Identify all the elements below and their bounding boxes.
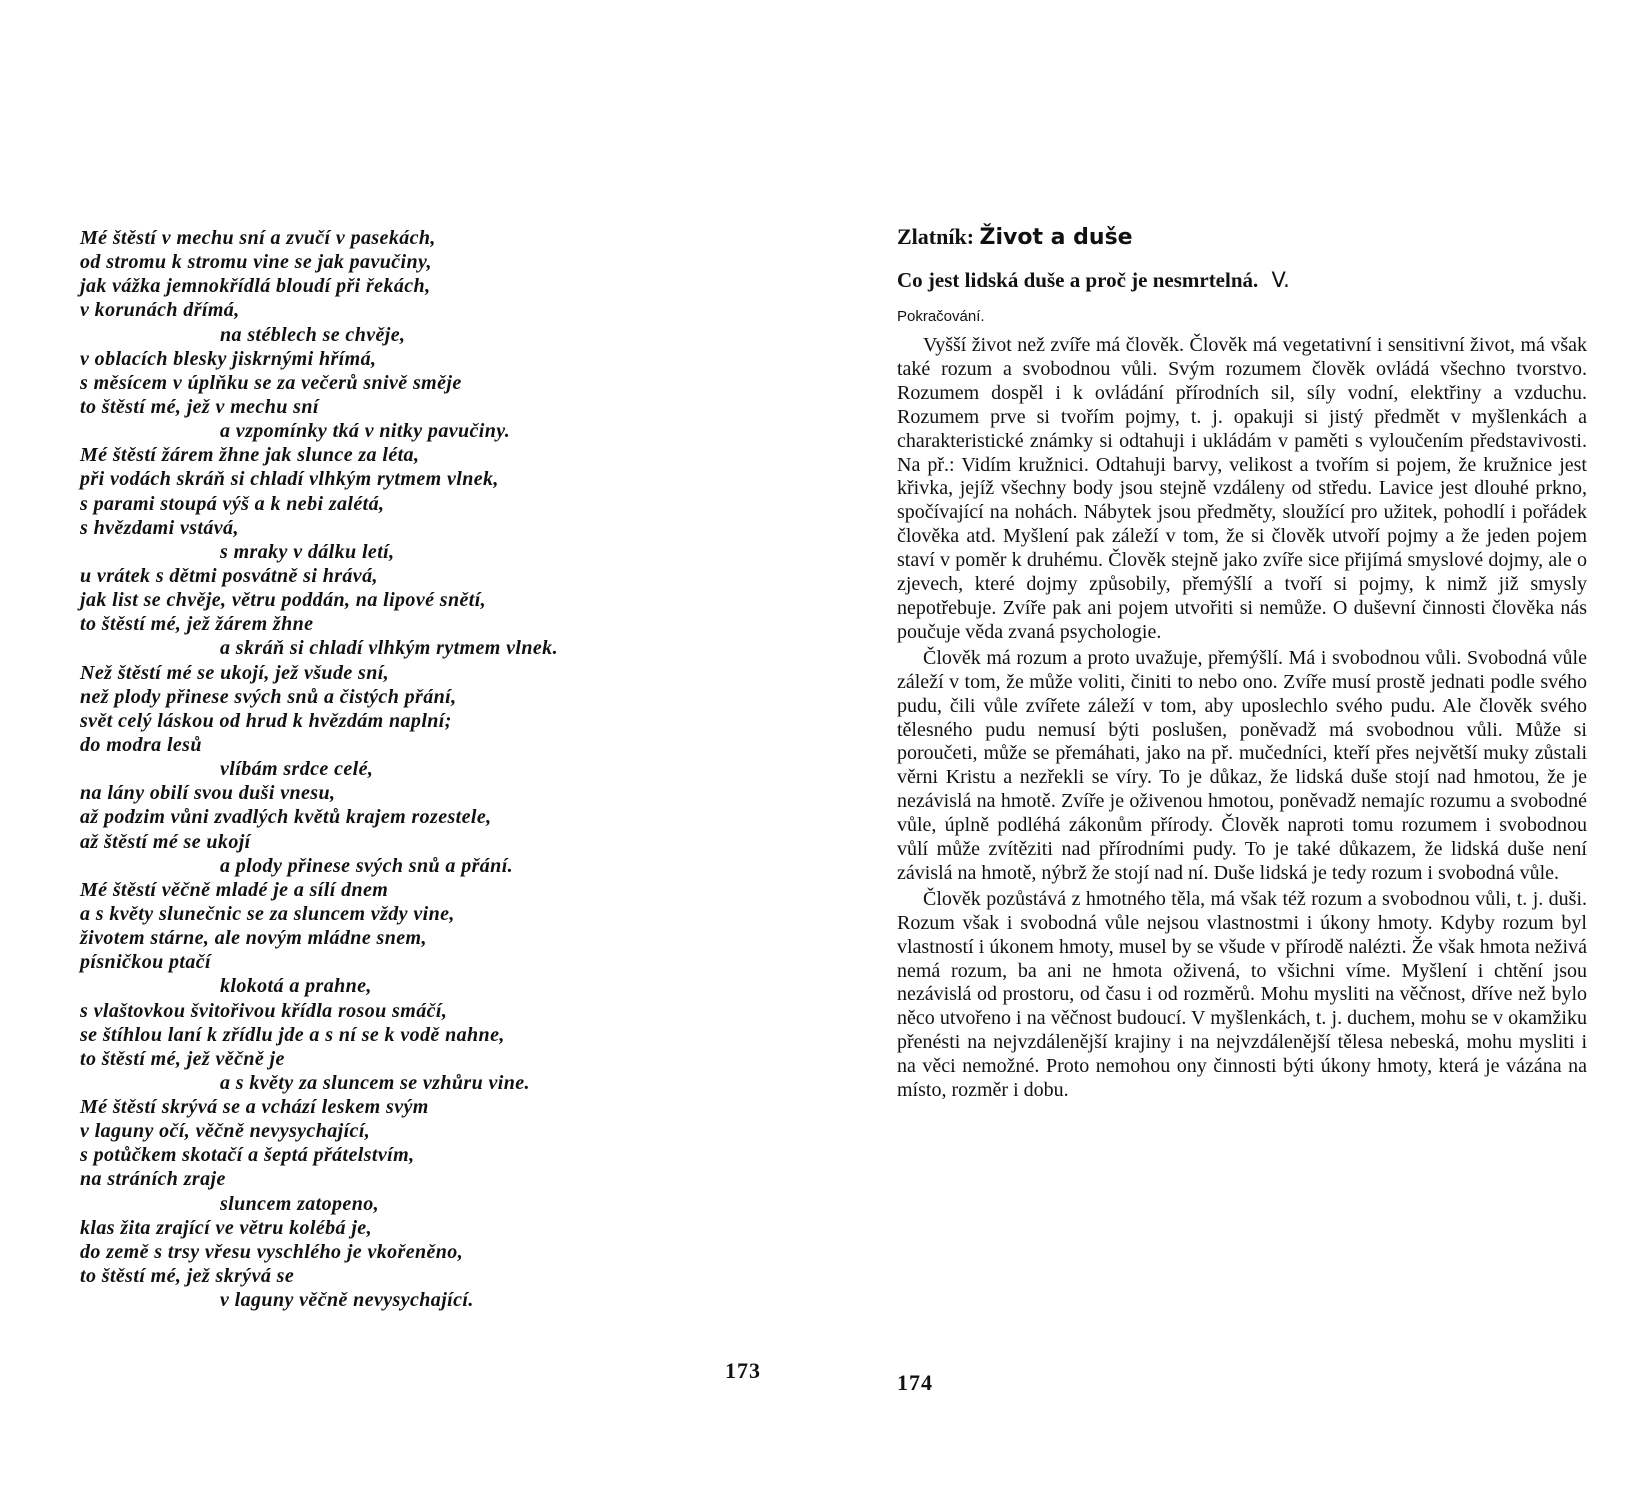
page-number-left: 173 — [725, 1358, 761, 1383]
poem-stanza — [80, 443, 680, 660]
poem-line: jak vážka jemnokřídlá bloudí při řekách, — [80, 275, 431, 298]
poem-line: se štíhlou laní k zřídlu jde a s ní se k vodě nahne, — [80, 1023, 505, 1046]
subtitle-text: Co jest lidská duše a proč je nesmrtelná. — [897, 268, 1259, 292]
poem-line: to štěstí mé, jež v mechu sní — [80, 395, 319, 418]
poem-line: s potůčkem skotačí a šeptá přátelstvím, — [80, 1144, 415, 1167]
poem-line: to štěstí mé, jež skrývá se — [80, 1265, 295, 1288]
article-header — [897, 224, 1587, 252]
paragraph: Člověk má rozum a proto uvažuje, přemýšlí. Má i svobodnou vůli. Svobodná vůle záleží v tom, že může voliti, činiti to nebo ono. Zvíře musí prostě jednati podle svého pudu, čili vůle zvířete záleží v tom, aby uposlechlo svého pudu. Ale člověk svého tělesného pudu nemusí býti poslušen, poněvadž má svobodnou vůli. Může si poroučeti, může se přemáhati, jako na př. mučedníci, kteří přes největší muky zůstali věrni Kristu a nezřekli se víry. To je důkaz, že lidská duše stojí nad hmotou, že je nezávislá na hmotě. Zvíře je oživenou hmotou, poněvadž nemajíc rozumu a svobodné vůle, úplně podléhá zákonům přírody. Člověk naproti tomu rozumem i svobodnou vůlí může zvítěziti nad přírodními pudy. To je také důkazem, že lidská duše není závislá na hmotě, nýbrž že stojí nad ní. Duše lidská je tedy rozum i svobodná vůle. — [897, 646, 1587, 884]
paragraph: Člověk pozůstává z hmotného těla, má však též rozum a svobodnou vůli, t. j. duši. Rozum však i svobodná vůle nejsou vlastnostmi i úkony hmoty. Kdyby rozum byl vlastností i úkonem hmoty, musel by se všude v přírodě nalézti. Že však hmota neživá nemá rozum, ba ani ne hmota oživená, to všichni víme. Myšlení i chtění jsou nezávislá od prostoru, od času i od rozměrů. Mohu mysliti na věčnost, dříve než bylo něco utvořeno i na věčnost budoucí. V myšlenkách, t. j. duchem, mohu se v okamžiku přenésti na nejvzdálenější krajiny i na nejvzdálenější tělesa nebeská, mohu mysliti i na věci nemožné. Proto nemohou ony činnosti býti úkony hmoty, která je vázána na místo, rozměr i dobu. — [897, 887, 1587, 1102]
poem-line: to štěstí mé, jež věčně je — [80, 1047, 285, 1070]
poem-line: Mé štěstí v mechu sní a zvučí v pasekách, — [80, 227, 436, 249]
poem-line: do modra lesů — [80, 733, 202, 756]
poem-line: do země s trsy vřesu vyschlého je vkořeněno, — [80, 1240, 464, 1263]
poem-line: s měsícem v úplňku se za večerů snivě směje — [80, 371, 462, 394]
poem-line: až podzim vůni zvadlých květů krajem rozestele, — [80, 806, 492, 829]
poem-line: s mraky v dálku letí, — [220, 540, 395, 563]
poem-line: od stromu k stromu vine se jak pavučiny, — [80, 251, 432, 274]
poem-stanza — [80, 226, 680, 443]
poem-line: při vodách skráň si chladí vlhkým rytmem vlnek, — [80, 468, 499, 491]
poem-line: Mé štěstí žárem žhne jak slunce za léta, — [80, 444, 420, 467]
poem-line: než plody přinese svých snů a čistých přání, — [80, 685, 457, 708]
poem-line: klas žita zrající ve větru kolébá je, — [80, 1216, 372, 1239]
poem-line: na stráních zraje — [80, 1168, 226, 1191]
poem-line: v korunách dřímá, — [80, 299, 240, 322]
poem-line: v laguny věčně nevysychající. — [220, 1289, 474, 1312]
poem-line: v oblacích blesky jiskrnými hřímá, — [80, 347, 377, 370]
paragraph: Vyšší život než zvíře má člověk. Člověk má vegetativní i sensitivní život, má však také rozum a svobodnou vůli. Svým rozumem člověk ovládá všechno tvorstvo. Rozumem dospěl i k ovládání přírodních sil, síly vodní, elektřiny a vzduchu. Rozumem prve si tvořím pojmy, t. j. opakuji si jistý předmět v myšlenkách a charakteristické známky si odtahuji i ukládám v paměti s vyloučením představivosti. Na př.: Vidím kružnici. Odtahuji barvy, velikost a tvořím si pojem, že kružnice jest křivka, jejíž všechny body jsou stejně vzdáleny od středu. Lavice jest dlouhé prkno, spočívající na nohách. Nábytek jsou předměty, sloužící pro užitek, pohodlí i pořádek člověka atd. Myšlení pak záleží v tom, že si člověk utvoří pojmy a že jeden pojem staví v poměr k druhému. Člověk stejně jako zvíře sice přijímá smyslové dojmy, ale o zjevech, které dojmy způsobily, přemýšlí a tvoří si pojmy, k nimž již smysly nepotřebuje. Zvíře pak ani pojem utvořiti si nemůže. O duševní činnosti člověka nás poučuje věda zvaná psychologie. — [897, 334, 1587, 643]
poem-line: s vlaštovkou švitořivou křídla rosou smáčí, — [80, 999, 448, 1022]
poem-line: vlíbám srdce celé, — [220, 758, 374, 781]
poem-line: a skráň si chladí vlhkým rytmem vlnek. — [220, 637, 558, 660]
poem-stanza — [80, 661, 680, 878]
poem-line: v laguny očí, věčně nevysychající, — [80, 1120, 371, 1143]
handwritten-mark: V. — [1271, 268, 1290, 292]
poem-line: klokotá a prahne, — [220, 975, 372, 998]
poem-line: s parami stoupá výš a k nebi zalétá, — [80, 492, 385, 515]
poem-line: s hvězdami vstává, — [80, 516, 239, 539]
poem-line: a vzpomínky tká v nitky pavučiny. — [220, 420, 511, 443]
poem-line: životem stárne, ale novým mládne snem, — [80, 927, 427, 950]
poem-line: písničkou ptačí — [80, 951, 212, 974]
author-name: Zlatník: — [897, 224, 975, 249]
poem-line: Mé štěstí skrývá se a vchází leskem svým — [80, 1096, 429, 1119]
poem — [80, 226, 680, 1312]
continued-label: Pokračování. — [897, 308, 985, 325]
poem-line: až štěstí mé se ukojí — [80, 830, 251, 853]
poem-line: u vrátek s dětmi posvátně si hrává, — [80, 564, 378, 587]
poem-line: na lány obilí svou duši vnesu, — [80, 782, 336, 805]
poem-line: na stéblech se chvěje, — [220, 323, 406, 346]
article — [897, 224, 1587, 1105]
page-number-right: 174 — [897, 1370, 933, 1395]
poem-line: a s květy za sluncem se vzhůru vine. — [220, 1071, 530, 1094]
poem-line: a s květy slunečnic se za sluncem vždy vine, — [80, 902, 455, 925]
article-subtitle — [897, 268, 1587, 298]
right-page — [825, 0, 1650, 1500]
article-body — [897, 334, 1587, 1103]
poem-line: to štěstí mé, jež žárem žhne — [80, 613, 314, 636]
poem-line: jak list se chvěje, větru poddán, na lipové snětí, — [80, 589, 487, 612]
article-title: Život a duše — [979, 225, 1133, 250]
poem-stanza — [80, 878, 680, 1095]
poem-line: a plody přinese svých snů a přání. — [220, 854, 514, 877]
poem-line: Mé štěstí věčně mladé je a sílí dnem — [80, 878, 389, 901]
poem-line: Než štěstí mé se ukojí, jež všude sní, — [80, 661, 390, 684]
poem-line: svět celý láskou od hrud k hvězdám naplní; — [80, 709, 452, 732]
poem-line: sluncem zatopeno, — [220, 1192, 380, 1215]
poem-stanza — [80, 1095, 680, 1312]
